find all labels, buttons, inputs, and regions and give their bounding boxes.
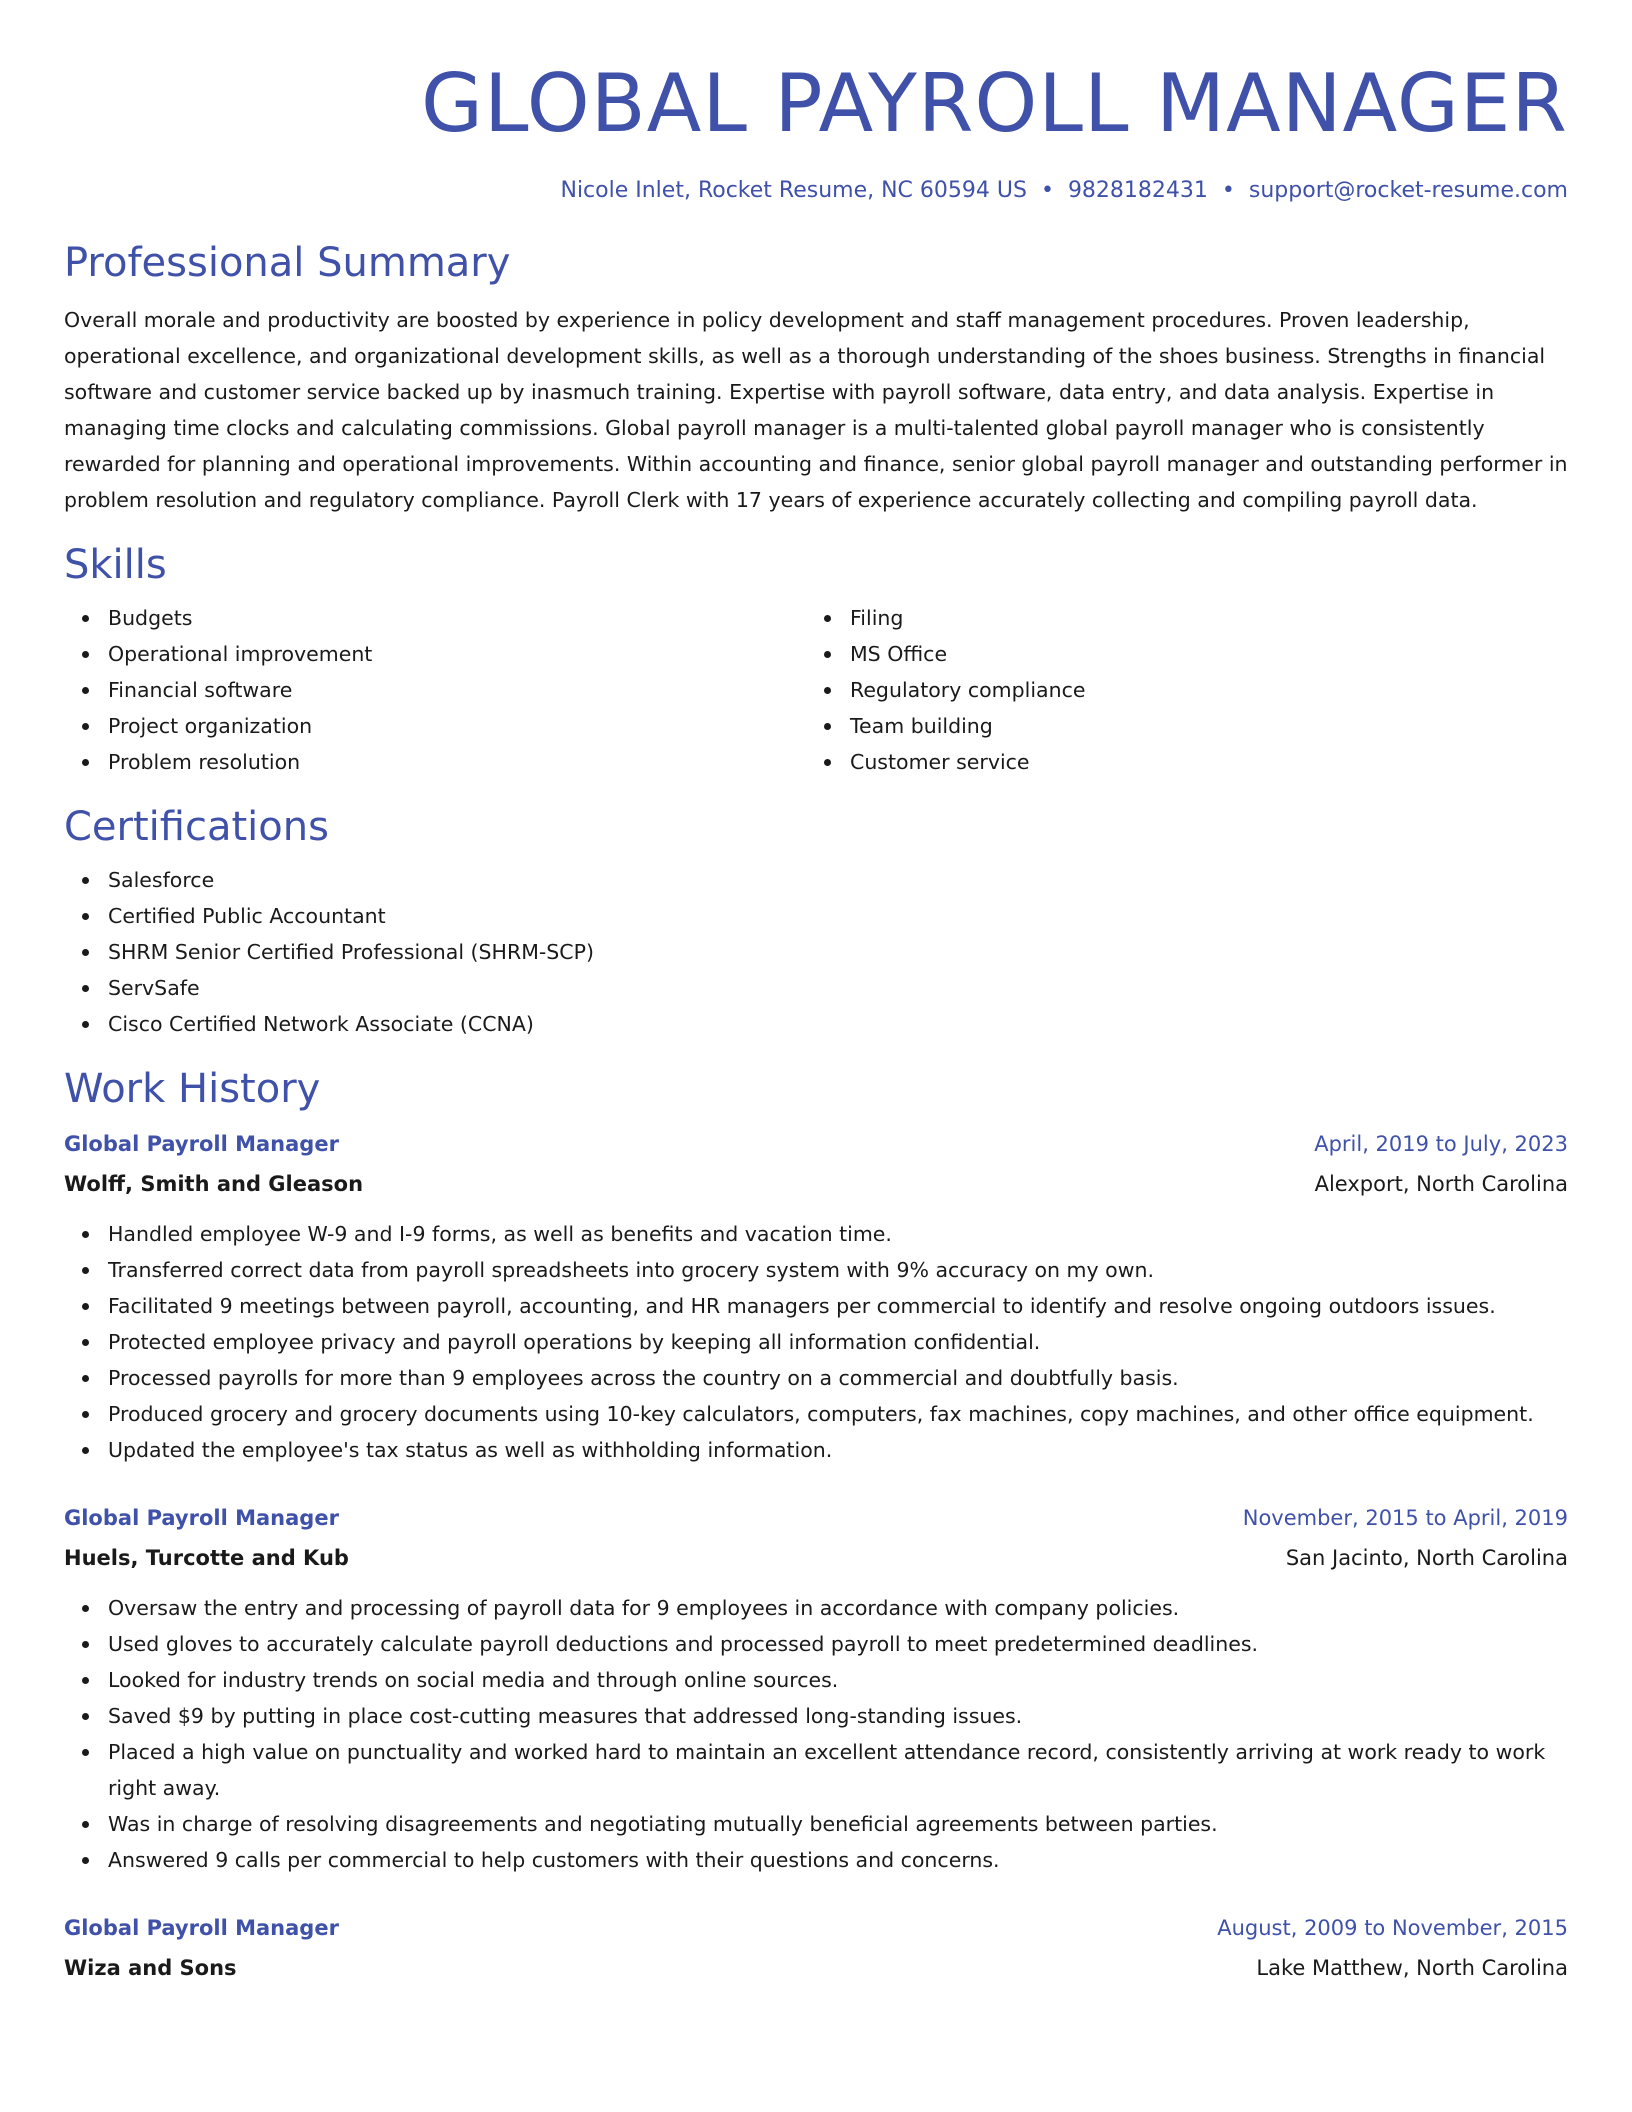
job-company-row [64, 1948, 1568, 1988]
job-bullet: Updated the employee's tax status as well as withholding information. [108, 1432, 1568, 1468]
job-header-row [64, 1908, 1568, 1948]
certifications-section [64, 802, 1568, 1042]
certification-item: Certified Public Accountant [108, 898, 1568, 934]
skill-item: MS Office [850, 636, 1548, 672]
job-bullet: Facilitated 9 meetings between payroll, accounting, and HR managers per commercial to identify and resolve ongoing outdoors issues. [108, 1288, 1568, 1324]
job-bullet: Used gloves to accurately calculate payroll deductions and processed payroll to meet predetermined deadlines. [108, 1626, 1568, 1662]
job-entry [64, 1908, 1568, 1988]
job-dates: November, 2015 to April, 2019 [1242, 1506, 1568, 1530]
summary-heading: Professional Summary [64, 240, 511, 286]
skills-heading: Skills [64, 542, 167, 588]
job-bullet: Placed a high value on punctuality and worked hard to maintain an excellent attendance record, consistently arriving at work ready to work right away. [108, 1734, 1568, 1806]
job-bullet: Was in charge of resolving disagreements and negotiating mutually beneficial agreements between parties. [108, 1806, 1568, 1842]
job-bullet: Protected employee privacy and payroll operations by keeping all information confidential. [108, 1324, 1568, 1360]
job-bullets [64, 1590, 1568, 1878]
work-history-section [64, 1064, 1568, 1988]
skill-item: Team building [850, 708, 1548, 744]
job-company-row [64, 1538, 1568, 1578]
certification-item: ServSafe [108, 970, 1568, 1006]
certification-item: Salesforce [108, 862, 1568, 898]
skills-grid [64, 590, 1568, 780]
certification-item: Cisco Certified Network Associate (CCNA) [108, 1006, 1568, 1042]
job-bullet: Looked for industry trends on social media and through online sources. [108, 1662, 1568, 1698]
certifications-list [64, 862, 1568, 1042]
skills-list-left [64, 600, 806, 780]
job-header-row [64, 1498, 1568, 1538]
job-bullet: Handled employee W-9 and I-9 forms, as well as benefits and vacation time. [108, 1216, 1568, 1252]
skill-item: Operational improvement [108, 636, 806, 672]
job-location: Alexport, North Carolina [1314, 1172, 1568, 1196]
job-title: Global Payroll Manager [64, 1916, 339, 1940]
job-dates: April, 2019 to July, 2023 [1314, 1132, 1568, 1156]
skill-item: Project organization [108, 708, 806, 744]
job-bullet: Oversaw the entry and processing of payroll data for 9 employees in accordance with company policies. [108, 1590, 1568, 1626]
work-history-heading: Work History [64, 1066, 321, 1112]
certifications-heading: Certifications [64, 804, 329, 850]
job-title: Global Payroll Manager [64, 1132, 339, 1156]
summary-section [64, 238, 1568, 518]
skill-item: Customer service [850, 744, 1548, 780]
contact-address: Nicole Inlet, Rocket Resume, NC 60594 US [560, 178, 1027, 203]
job-bullet: Produced grocery and grocery documents using 10-key calculators, computers, fax machines, copy machines, and other office equipment. [108, 1396, 1568, 1432]
job-location: San Jacinto, North Carolina [1285, 1546, 1568, 1570]
skill-item: Budgets [108, 600, 806, 636]
job-bullet: Processed payrolls for more than 9 employees across the country on a commercial and doubtfully basis. [108, 1360, 1568, 1396]
job-bullet: Answered 9 calls per commercial to help customers with their questions and concerns. [108, 1842, 1568, 1878]
contact-phone: 9828182431 [1067, 178, 1208, 203]
job-company: Wolff, Smith and Gleason [64, 1172, 364, 1196]
skill-item: Filing [850, 600, 1548, 636]
contact-email[interactable]: support@rocket-resume.com [1248, 178, 1568, 203]
contact-line [64, 176, 1568, 206]
skill-item: Financial software [108, 672, 806, 708]
contact-separator: • [1221, 178, 1235, 203]
contact-separator: • [1040, 178, 1054, 203]
summary-text: Overall morale and productivity are boosted by experience in policy development and staff management procedures. Proven leadership, operational excellence, and organizational development skills, as well as a thorough understanding of the shoes business. Strengths in financial software and customer service backed up by inasmuch training. Expertise with payroll software, data entry, and data analysis. Expertise in managing time clocks and calculating commissions. Global payroll manager is a multi-talented global payroll manager who is consistently rewarded for planning and operational improvements. Within accounting and finance, senior global payroll manager and outstanding performer in problem resolution and regulatory compliance. Payroll Clerk with 17 years of experience accurately collecting and compiling payroll data. [64, 308, 1568, 512]
job-company-row [64, 1164, 1568, 1204]
job-location: Lake Matthew, North Carolina [1256, 1956, 1568, 1980]
resume-title: GLOBAL PAYROLL MANAGER [421, 57, 1568, 150]
certification-item: SHRM Senior Certified Professional (SHRM-SCP) [108, 934, 1568, 970]
job-title: Global Payroll Manager [64, 1506, 339, 1530]
job-bullet: Transferred correct data from payroll spreadsheets into grocery system with 9% accuracy on my own. [108, 1252, 1568, 1288]
job-bullet: Saved $9 by putting in place cost-cutting measures that addressed long-standing issues. [108, 1698, 1568, 1734]
skill-item: Problem resolution [108, 744, 806, 780]
skills-section [64, 540, 1568, 780]
job-company: Wiza and Sons [64, 1956, 237, 1980]
job-company: Huels, Turcotte and Kub [64, 1546, 349, 1570]
skills-list-right [806, 600, 1548, 780]
skill-item: Regulatory compliance [850, 672, 1548, 708]
job-entry [64, 1498, 1568, 1878]
job-bullets [64, 1216, 1568, 1468]
job-header-row [64, 1124, 1568, 1164]
job-dates: August, 2009 to November, 2015 [1217, 1916, 1568, 1940]
job-entry [64, 1124, 1568, 1468]
